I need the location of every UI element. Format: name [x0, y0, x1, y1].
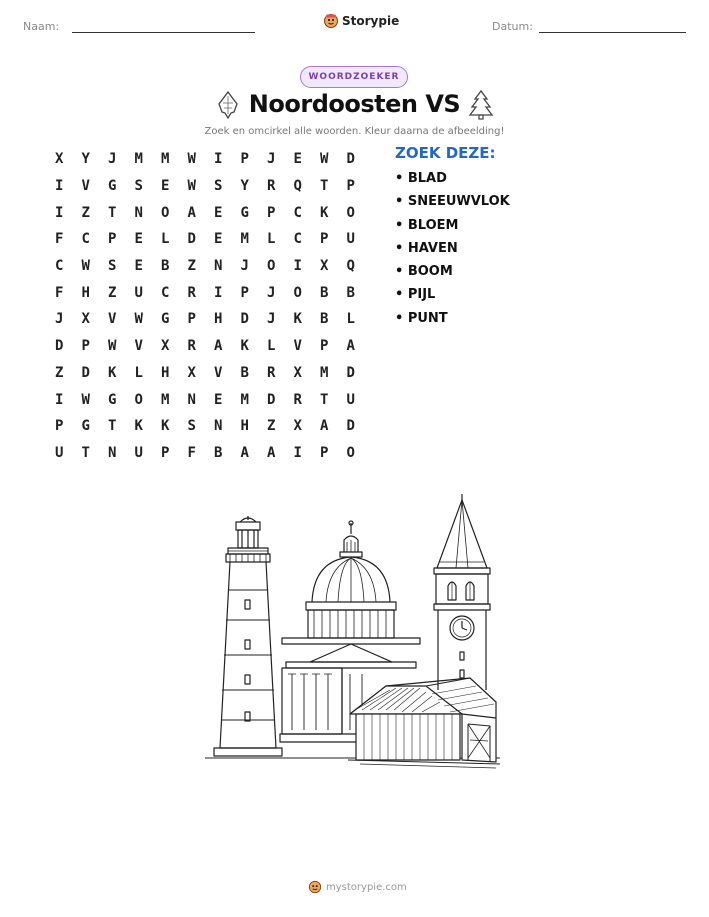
grid-row: [46, 173, 364, 200]
grid-cell[interactable]: M: [240, 231, 249, 248]
grid-cell[interactable]: T: [108, 204, 117, 221]
grid-cell[interactable]: J: [267, 284, 276, 301]
storypie-footer-icon: [308, 880, 322, 894]
pine-tree-icon: [467, 89, 495, 121]
grid-cell[interactable]: K: [134, 418, 143, 435]
grid-cell[interactable]: X: [187, 364, 196, 381]
grid-cell[interactable]: M: [161, 151, 170, 168]
grid-cell[interactable]: P: [108, 231, 117, 248]
grid-cell[interactable]: M: [134, 151, 143, 168]
lighthouse-drawing: [214, 516, 282, 756]
grid-cell[interactable]: G: [240, 204, 249, 221]
grid-cell[interactable]: O: [134, 391, 143, 408]
grid-cell[interactable]: W: [81, 391, 90, 408]
grid-cell[interactable]: I: [55, 178, 64, 195]
grid-cell[interactable]: J: [55, 311, 64, 328]
grid-cell[interactable]: A: [267, 444, 276, 461]
grid-cell[interactable]: I: [214, 151, 223, 168]
brand-name: Storypie: [342, 14, 400, 28]
grid-cell[interactable]: V: [81, 178, 90, 195]
grid-cell[interactable]: F: [187, 444, 196, 461]
grid-cell[interactable]: P: [55, 418, 64, 435]
grid-cell[interactable]: H: [240, 418, 249, 435]
grid-row: [46, 306, 364, 333]
grid-cell[interactable]: K: [161, 418, 170, 435]
word-list-item: • PIJL: [395, 287, 436, 303]
grid-cell[interactable]: P: [161, 444, 170, 461]
grid-cell[interactable]: D: [55, 338, 64, 355]
grid-cell[interactable]: O: [346, 204, 355, 221]
word-list-item: • BLAD: [395, 171, 447, 186]
word-list-item: • BOOM: [395, 264, 453, 280]
grid-cell[interactable]: B: [346, 284, 355, 301]
page-title: Noordoosten VS: [248, 90, 461, 118]
grid-cell[interactable]: P: [320, 444, 329, 461]
grid-cell[interactable]: X: [293, 364, 302, 381]
grid-cell[interactable]: R: [187, 338, 196, 355]
grid-cell[interactable]: R: [267, 178, 276, 195]
grid-cell[interactable]: J: [267, 151, 276, 168]
grid-cell[interactable]: D: [346, 364, 355, 381]
grid-cell[interactable]: A: [320, 418, 329, 435]
grid-cell[interactable]: O: [293, 284, 302, 301]
grid-cell[interactable]: P: [187, 311, 196, 328]
grid-cell[interactable]: A: [187, 204, 196, 221]
grid-cell[interactable]: R: [293, 391, 302, 408]
grid-cell[interactable]: M: [320, 364, 329, 381]
grid-row: [46, 146, 364, 173]
grid-cell[interactable]: G: [81, 418, 90, 435]
grid-cell[interactable]: Z: [267, 418, 276, 435]
grid-cell[interactable]: C: [293, 204, 302, 221]
name-line[interactable]: [72, 32, 255, 33]
grid-cell[interactable]: J: [240, 258, 249, 275]
grid-cell[interactable]: B: [320, 284, 329, 301]
grid-cell[interactable]: N: [108, 444, 117, 461]
grid-cell[interactable]: T: [320, 178, 329, 195]
grid-cell[interactable]: N: [214, 418, 223, 435]
grid-cell[interactable]: E: [134, 258, 143, 275]
grid-cell[interactable]: K: [240, 338, 249, 355]
letter-grid: [46, 146, 364, 466]
grid-cell[interactable]: Z: [55, 364, 64, 381]
grid-cell[interactable]: W: [134, 311, 143, 328]
grid-cell[interactable]: S: [134, 178, 143, 195]
grid-cell[interactable]: Z: [81, 204, 90, 221]
grid-row: [46, 440, 364, 467]
grid-cell[interactable]: U: [346, 391, 355, 408]
date-label: Datum:: [492, 20, 533, 33]
grid-cell[interactable]: G: [161, 311, 170, 328]
grid-cell[interactable]: W: [108, 338, 117, 355]
grid-cell[interactable]: D: [81, 364, 90, 381]
grid-cell[interactable]: P: [240, 151, 249, 168]
grid-cell[interactable]: V: [134, 338, 143, 355]
grid-cell[interactable]: D: [346, 418, 355, 435]
footer: [308, 880, 407, 894]
grid-row: [46, 360, 364, 387]
grid-row: [46, 279, 364, 306]
grid-cell[interactable]: W: [187, 151, 196, 168]
activity-badge: WOORDZOEKER: [300, 66, 408, 88]
grid-cell[interactable]: O: [346, 444, 355, 461]
brand-logo: [323, 13, 399, 29]
grid-cell[interactable]: E: [214, 231, 223, 248]
grid-cell[interactable]: Z: [108, 284, 117, 301]
grid-cell[interactable]: I: [214, 284, 223, 301]
grid-cell[interactable]: O: [161, 204, 170, 221]
grid-cell[interactable]: N: [187, 391, 196, 408]
grid-cell[interactable]: K: [108, 364, 117, 381]
grid-cell[interactable]: T: [81, 444, 90, 461]
grid-cell[interactable]: S: [187, 418, 196, 435]
grid-cell[interactable]: E: [214, 204, 223, 221]
grid-cell[interactable]: H: [81, 284, 90, 301]
grid-cell[interactable]: L: [267, 338, 276, 355]
grid-cell[interactable]: N: [214, 258, 223, 275]
grid-cell[interactable]: P: [320, 338, 329, 355]
grid-cell[interactable]: S: [108, 258, 117, 275]
grid-cell[interactable]: J: [108, 151, 117, 168]
grid-cell[interactable]: I: [293, 444, 302, 461]
grid-cell[interactable]: V: [108, 311, 117, 328]
grid-cell[interactable]: H: [161, 364, 170, 381]
grid-cell[interactable]: B: [320, 311, 329, 328]
grid-cell[interactable]: T: [108, 418, 117, 435]
grid-cell[interactable]: O: [267, 258, 276, 275]
grid-cell[interactable]: J: [267, 311, 276, 328]
grid-cell[interactable]: T: [320, 391, 329, 408]
grid-cell[interactable]: X: [161, 338, 170, 355]
grid-cell[interactable]: I: [55, 204, 64, 221]
storypie-mascot-icon: [323, 13, 339, 29]
grid-cell[interactable]: W: [187, 178, 196, 195]
grid-cell[interactable]: Z: [187, 258, 196, 275]
grid-cell[interactable]: M: [240, 391, 249, 408]
grid-cell[interactable]: L: [267, 231, 276, 248]
grid-cell[interactable]: P: [346, 178, 355, 195]
grid-cell[interactable]: P: [240, 284, 249, 301]
grid-cell[interactable]: P: [320, 231, 329, 248]
grid-cell[interactable]: E: [134, 231, 143, 248]
grid-cell[interactable]: V: [293, 338, 302, 355]
grid-row: [46, 413, 364, 440]
grid-cell[interactable]: R: [187, 284, 196, 301]
grid-cell[interactable]: U: [134, 444, 143, 461]
grid-cell[interactable]: C: [81, 231, 90, 248]
grid-cell[interactable]: R: [267, 364, 276, 381]
grid-cell[interactable]: C: [293, 231, 302, 248]
grid-cell[interactable]: D: [346, 151, 355, 168]
word-list-item: • SNEEUWVLOK: [395, 194, 510, 210]
word-list-item: • HAVEN: [395, 240, 458, 256]
grid-cell[interactable]: W: [320, 151, 329, 168]
grid-cell[interactable]: N: [134, 204, 143, 221]
grid-cell[interactable]: I: [293, 258, 302, 275]
grid-cell[interactable]: B: [161, 258, 170, 275]
grid-cell[interactable]: P: [267, 204, 276, 221]
grid-cell[interactable]: C: [55, 258, 64, 275]
grid-cell[interactable]: U: [134, 284, 143, 301]
word-list-item: • BLOEM: [395, 217, 459, 233]
grid-cell[interactable]: E: [214, 391, 223, 408]
grid-cell[interactable]: H: [214, 311, 223, 328]
grid-row: [46, 253, 364, 280]
grid-cell[interactable]: D: [240, 311, 249, 328]
grid-cell[interactable]: B: [240, 364, 249, 381]
grid-cell[interactable]: D: [267, 391, 276, 408]
word-list: [395, 171, 510, 334]
clock-tower-drawing: [434, 494, 490, 690]
grid-row: [46, 386, 364, 413]
landmarks-illustration: [200, 490, 510, 775]
instructions: Zoek en omcirkel alle woorden. Kleur daarna de afbeelding!: [204, 126, 505, 137]
grid-cell[interactable]: X: [81, 311, 90, 328]
grid-cell[interactable]: Q: [346, 258, 355, 275]
grid-cell[interactable]: K: [293, 311, 302, 328]
grid-cell[interactable]: X: [320, 258, 329, 275]
word-list-title: ZOEK DEZE:: [395, 144, 496, 162]
grid-cell[interactable]: W: [81, 258, 90, 275]
footer-site[interactable]: mystorypie.com: [326, 881, 407, 893]
grid-cell[interactable]: G: [108, 391, 117, 408]
grid-cell[interactable]: K: [320, 204, 329, 221]
grid-cell[interactable]: B: [214, 444, 223, 461]
grid-cell[interactable]: C: [161, 284, 170, 301]
grid-cell[interactable]: P: [81, 338, 90, 355]
grid-cell[interactable]: G: [108, 178, 117, 195]
grid-cell[interactable]: S: [214, 178, 223, 195]
grid-row: [46, 226, 364, 253]
grid-cell[interactable]: Y: [240, 178, 249, 195]
grid-cell[interactable]: A: [214, 338, 223, 355]
grid-cell[interactable]: F: [55, 231, 64, 248]
grid-row: [46, 333, 364, 360]
covered-bridge-drawing: [348, 678, 500, 768]
grid-cell[interactable]: L: [161, 231, 170, 248]
grid-cell[interactable]: X: [293, 418, 302, 435]
date-line[interactable]: [539, 32, 686, 33]
grid-cell[interactable]: Q: [293, 178, 302, 195]
grid-cell[interactable]: E: [293, 151, 302, 168]
grid-cell[interactable]: L: [346, 311, 355, 328]
word-list-item: • PUNT: [395, 310, 448, 326]
grid-cell[interactable]: D: [187, 231, 196, 248]
grid-cell[interactable]: E: [161, 178, 170, 195]
grid-cell[interactable]: X: [55, 151, 64, 168]
grid-cell[interactable]: F: [55, 284, 64, 301]
grid-cell[interactable]: Y: [81, 151, 90, 168]
grid-cell[interactable]: U: [346, 231, 355, 248]
name-label: Naam:: [23, 20, 60, 33]
grid-row: [46, 199, 364, 226]
grid-cell[interactable]: V: [214, 364, 223, 381]
grid-cell[interactable]: I: [55, 391, 64, 408]
grid-cell[interactable]: M: [161, 391, 170, 408]
grid-cell[interactable]: A: [346, 338, 355, 355]
grid-cell[interactable]: A: [240, 444, 249, 461]
grid-cell[interactable]: L: [134, 364, 143, 381]
grid-cell[interactable]: U: [55, 444, 64, 461]
